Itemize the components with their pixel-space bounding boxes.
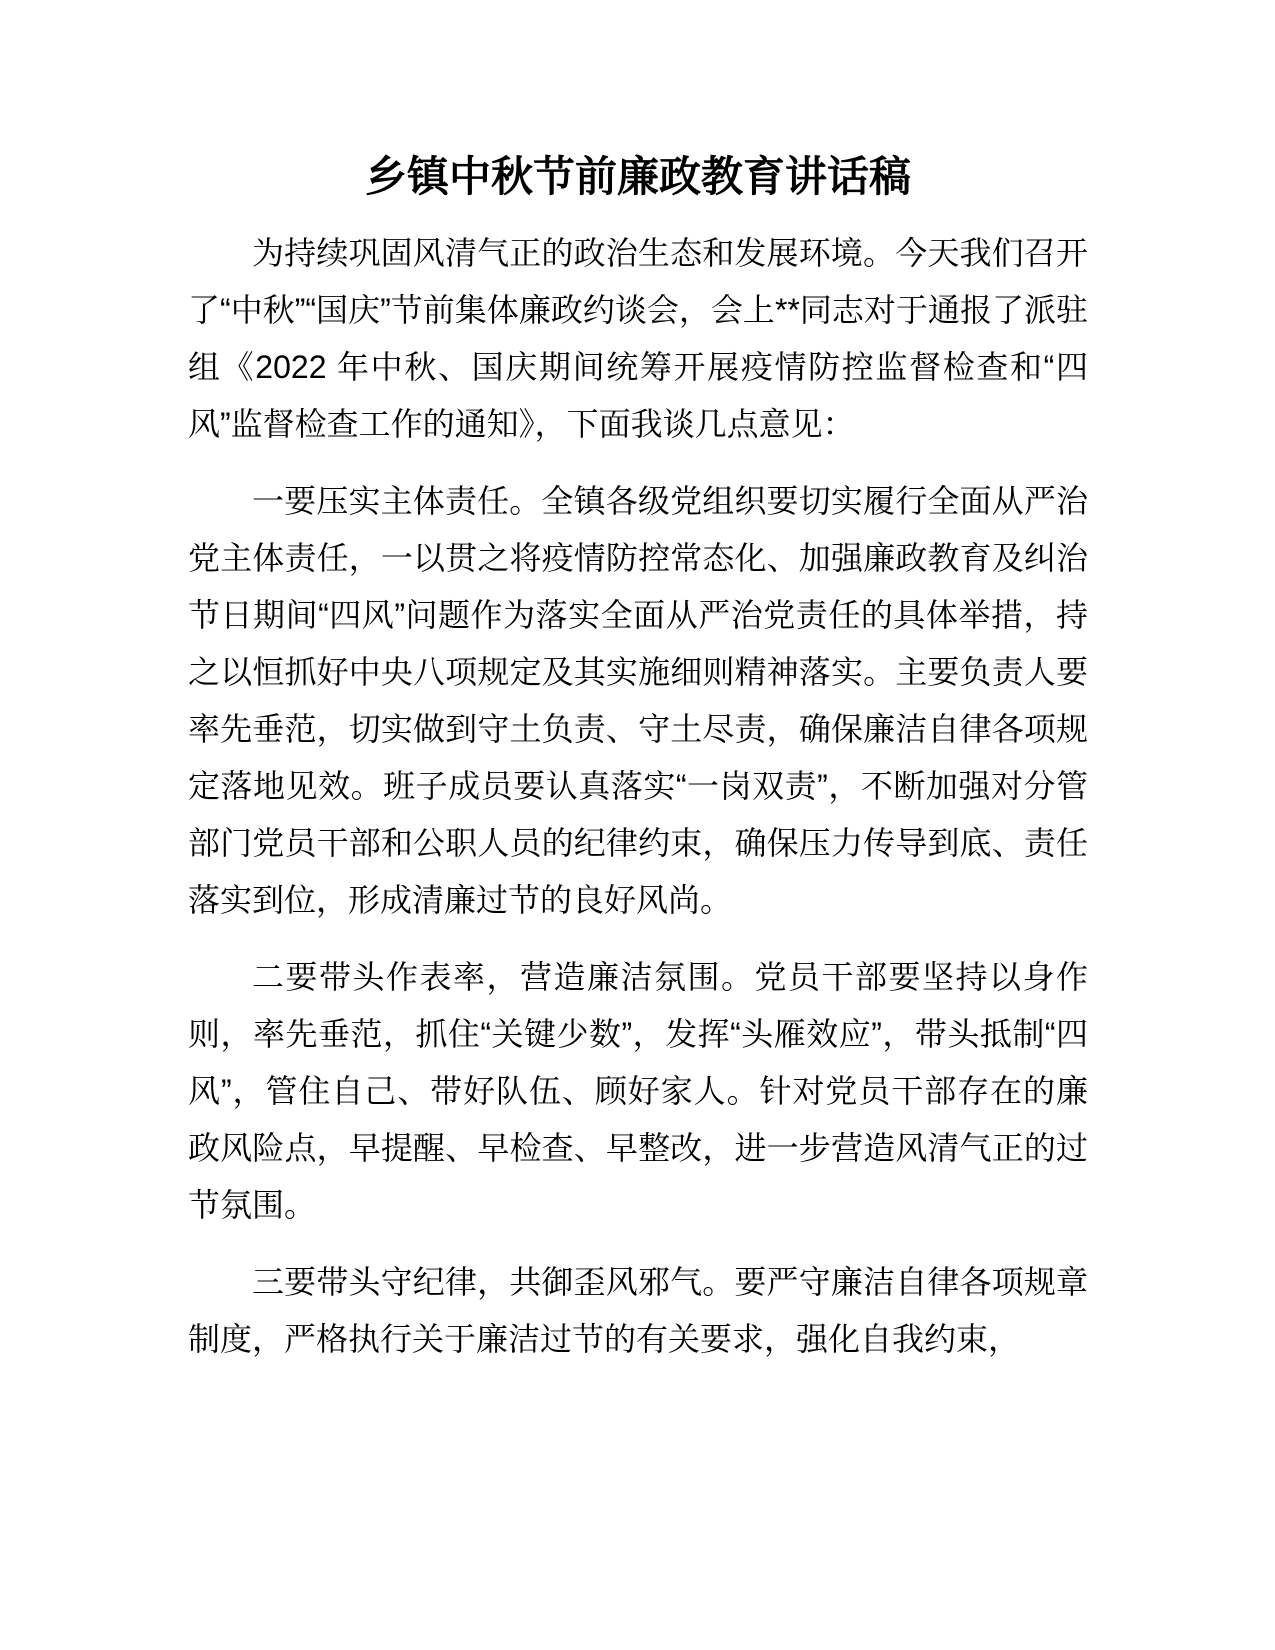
document-title: 乡镇中秋节前廉政教育讲话稿 bbox=[364, 153, 911, 200]
paragraph-point-two: 二要带头作表率，营造廉洁氛围。党员干部要坚持以身作则，率先垂范，抓住“关键少数”，发挥“头雁效应”，带头抵制“四风”，管住自己、带好队伍、顾好家人。针对党员干部存在的廉政风险点，早提醒、早检查、早整改，进一步营造风清气正的过节氛围。 bbox=[188, 959, 1088, 1223]
paragraph-point-three: 三要带头守纪律，共御歪风邪气。要严守廉洁自律各项规章制度，严格执行关于廉洁过节的有关要求，强化自我约束， bbox=[188, 1264, 1088, 1357]
paragraph-point-one: 一要压实主体责任。全镇各级党组织要切实履行全面从严治党主体责任，一以贯之将疫情防控常态化、加强廉政教育及纠治节日期间“四风”问题作为落实全面从严治党责任的具体举措，持之以恒抓好中央八项规定及其实施细则精神落实。主要负责人要率先垂范，切实做到守土负责、守土尽责，确保廉洁自律各项规定落地见效。班子成员要认真落实“一岗双责”，不断加强对分管部门党员干部和公职人员的纪律约束，确保压力传导到底、责任落实到位，形成清廉过节的良好风尚。 bbox=[188, 483, 1088, 918]
paragraph-intro: 为持续巩固风清气正的政治生态和发展环境。今天我们召开了“中秋”“国庆”节前集体廉政约谈会，会上**同志对于通报了派驻组《2022 年中秋、国庆期间统筹开展疫情防控监督检查和“四风”监督检查工作的通知》，下面我谈几点意见： bbox=[188, 235, 1088, 442]
document-body bbox=[188, 147, 1088, 1388]
